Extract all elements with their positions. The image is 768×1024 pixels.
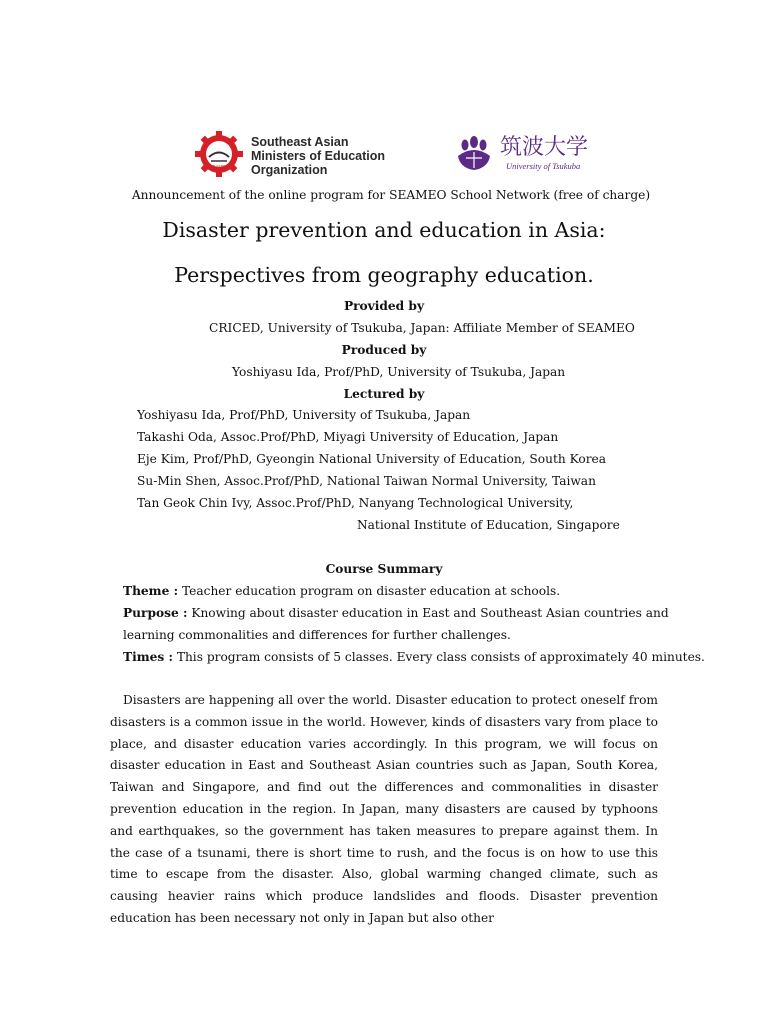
seameo-wordmark bbox=[251, 135, 385, 177]
lectured-by-heading: Lectured by bbox=[343, 387, 425, 401]
lecturer-item: Eje Kim, Prof/PhD, Gyeongin National University of Education, South Korea bbox=[137, 452, 606, 466]
provided-by-text: CRICED, University of Tsukuba, Japan: Affiliate Member of SEAMEO bbox=[209, 321, 635, 335]
times-row bbox=[123, 650, 705, 664]
title-line-1: Disaster prevention and education in Asia: bbox=[162, 218, 606, 242]
lecturer-item: Su-Min Shen, Assoc.Prof/PhD, National Taiwan Normal University, Taiwan bbox=[137, 474, 596, 488]
seameo-logo bbox=[194, 130, 384, 178]
paulownia-crest-icon bbox=[454, 134, 494, 172]
produced-by-text: Yoshiyasu Ida, Prof/PhD, University of Tsukuba, Japan bbox=[232, 365, 566, 379]
seameo-gear-emblem-icon bbox=[194, 130, 244, 178]
title-line-2: Perspectives from geography education. bbox=[174, 263, 594, 287]
lecturer-item: National Institute of Education, Singapore bbox=[357, 518, 620, 532]
tsukuba-japanese-name: 筑波大学 bbox=[500, 135, 589, 160]
seameo-line-1: Southeast Asian bbox=[251, 135, 349, 149]
seameo-emblem-text: SEAMEO bbox=[209, 164, 229, 169]
provided-by-heading: Provided by bbox=[343, 299, 425, 313]
tsukuba-english-name: University of Tsukuba bbox=[506, 161, 581, 171]
seameo-line-3: Organization bbox=[251, 163, 328, 177]
times-label: Times : bbox=[123, 650, 173, 664]
lecturer-item: Takashi Oda, Assoc.Prof/PhD, Miyagi University of Education, Japan bbox=[137, 430, 559, 444]
announcement-text: Announcement of the online program for SEAMEO School Network (free of charge) bbox=[131, 188, 651, 202]
body-paragraph: Disasters are happening all over the world. Disaster education to protect oneself from disasters is a common issue in the world. However, kinds of disasters vary from place to place, and disaster education varies accordingly. In this program, we will focus on disaster education in East and Southeast Asian countries such as Japan, South Korea, Taiwan and Singapore, and find out the differences and commonalities in disaster prevention education in the region. In Japan, many disasters are caused by typhoons and earthquakes, so the government has taken measures to prepare against them. In the case of a tsunami, there is short time to rush, and the focus is on how to use this time to escape from the disaster. Also, global warming changed climate, such as causing heavier rains which produce landslides and floods. Disaster prevention education has been necessary not only in Japan but also other bbox=[110, 693, 658, 925]
tsukuba-logo bbox=[454, 134, 594, 178]
theme-row bbox=[123, 584, 560, 598]
theme-label: Theme : bbox=[123, 584, 179, 598]
seameo-line-2: Ministers of Education bbox=[251, 149, 386, 163]
purpose-label: Purpose : bbox=[123, 606, 188, 620]
lecturer-item: Yoshiyasu Ida, Prof/PhD, University of Tsukuba, Japan bbox=[137, 408, 471, 422]
times-text: This program consists of 5 classes. Every class consists of approximately 40 minutes. bbox=[172, 650, 705, 664]
course-summary-heading: Course Summary bbox=[325, 562, 443, 576]
lecturer-item: Tan Geok Chin Ivy, Assoc.Prof/PhD, Nanyang Technological University, bbox=[137, 496, 574, 510]
purpose-row bbox=[123, 606, 669, 620]
purpose-text: Knowing about disaster education in East and Southeast Asian countries and bbox=[187, 606, 669, 620]
theme-text: Teacher education program on disaster education at schools. bbox=[178, 584, 561, 598]
produced-by-heading: Produced by bbox=[341, 343, 427, 357]
purpose-row-continued: learning commonalities and differences for further challenges. bbox=[123, 628, 511, 642]
